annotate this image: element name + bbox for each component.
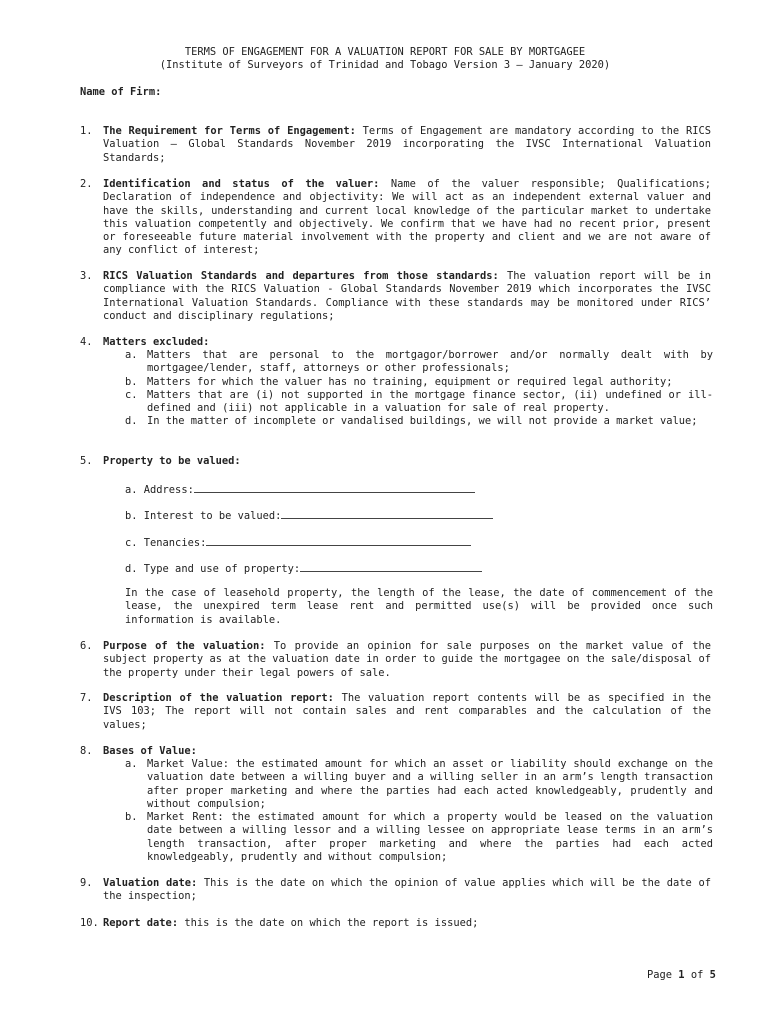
section-text: This is the date on which the opinion of value applies which will be the date of the inspection; (103, 877, 711, 903)
section-3 (103, 270, 711, 323)
list-item: b. Market Rent: the estimated amount for which a property would be leased on the valuation date between a willing lessor and a willing lessee on appropriate lease terms in an arm’s length transaction, after proper marketing and where the parties had each acted knowledgeably, prudently and without compulsion; (125, 811, 713, 864)
matters-excluded-list (125, 349, 713, 429)
interest-field[interactable]: b. Interest to be valued: (125, 508, 493, 523)
document-title: TERMS OF ENGAGEMENT FOR A VALUATION REPORT FOR SALE BY MORTGAGEE (184, 46, 586, 58)
section-number: 8. (80, 745, 93, 757)
list-item: a. Market Value: the estimated amount for which an asset or liability should exchange on the valuation date between a willing buyer and a willing seller in an arm’s length transaction after proper marketing and where the parties had each acted knowledgeably, prudently and without compulsion; (125, 758, 713, 810)
section-5 (103, 455, 711, 468)
section-6 (103, 640, 711, 680)
section-2 (103, 178, 711, 258)
tenancies-field[interactable]: c. Tenancies: (125, 535, 471, 550)
section-10 (103, 917, 711, 930)
section-text: Name of the valuer responsible; Qualifications; Declaration of independence and objectivity: We will act as an independent external valuer and have the skills, understanding and current local knowledge of the particular market to undertake this valuation competently and objectively. We confirm that we have had no recent prior, present or foreseeable future material involvement with the property and client and we are not aware of any conflict of interest; (103, 178, 711, 257)
section-number: 3. (80, 270, 93, 282)
section-number: 4. (80, 336, 93, 348)
firm-name-label: Name of Firm: (80, 86, 162, 98)
section-4 (103, 336, 711, 349)
section-text: Terms of Engagement are mandatory according to the RICS Valuation – Global Standards November 2019 incorporating the IVSC International Valuation Standards; (103, 125, 711, 164)
section-heading: Valuation date: (103, 877, 198, 889)
section-heading: Report date: (103, 917, 179, 929)
tenancies-blank-line[interactable] (206, 535, 471, 546)
section-text: To provide an opinion for sale purposes on the market value of the subject property as at the valuation date in order to guide the mortgagee on the sale/disposal of the property under their legal powers of sale. (103, 640, 711, 679)
section-9 (103, 877, 711, 904)
interest-blank-line[interactable] (281, 508, 493, 519)
section-heading: The Requirement for Terms of Engagement: (103, 125, 356, 137)
section-heading: Matters excluded: (103, 336, 210, 348)
section-number: 10. (80, 917, 99, 929)
section-number: 6. (80, 640, 93, 652)
list-item: c. Matters that are (i) not supported in the mortgage finance sector, (ii) undefined or ill-defined and (iii) not applicable in a valuation for sale of real property. (125, 388, 713, 415)
section-number: 5. (80, 455, 93, 467)
list-item: d. In the matter of incomplete or vandalised buildings, we will not provide a market value; (125, 415, 698, 428)
section-number: 2. (80, 178, 93, 190)
section-text: The valuation report contents will be as specified in the IVS 103; The report will not contain sales and rent comparables and the calculation of the values; (103, 692, 711, 731)
section-heading: Identification and status of the valuer: (103, 178, 380, 190)
section-heading: Property to be valued: (103, 455, 241, 467)
section-number: 1. (80, 125, 93, 137)
property-type-blank-line[interactable] (300, 561, 482, 572)
property-type-field[interactable]: d. Type and use of property: (125, 561, 482, 576)
address-field[interactable]: a. Address: (125, 482, 475, 497)
section-heading: RICS Valuation Standards and departures from those standards: (103, 270, 499, 282)
section-number: 7. (80, 692, 93, 704)
section-number: 9. (80, 877, 93, 889)
section-1 (103, 125, 711, 165)
bases-of-value-list (125, 758, 713, 864)
document-subtitle: (Institute of Surveyors of Trinidad and Tobago Version 3 – January 2020) (159, 59, 611, 71)
section-8 (103, 745, 711, 758)
address-blank-line[interactable] (194, 482, 475, 493)
list-item: b. Matters for which the valuer has no training, equipment or required legal authority; (125, 375, 673, 388)
section-text: The valuation report will be in compliance with the RICS Valuation - Global Standards November 2019 which incorporates the IVSC International Valuation Standards. Compliance with these standards may be monitored under RICS’ conduct and disciplinary regulations; (103, 270, 711, 322)
section-heading: Description of the valuation report: (103, 692, 334, 704)
section-7 (103, 692, 711, 732)
section-heading: Purpose of the valuation: (103, 640, 266, 652)
section-text: this is the date on which the report is issued; (178, 917, 479, 929)
page-number: Page 1 of 5 (647, 969, 716, 981)
leasehold-note: In the case of leasehold property, the length of the lease, the date of commencement of the lease, the unexpired term lease rent and permitted use(s) will be provided once such information is available. (125, 587, 713, 626)
section-heading: Bases of Value: (103, 745, 197, 757)
list-item: a. Matters that are personal to the mortgagor/borrower and/or normally dealt with by mortgagee/lender, staff, attorneys or other professionals; (125, 349, 713, 375)
